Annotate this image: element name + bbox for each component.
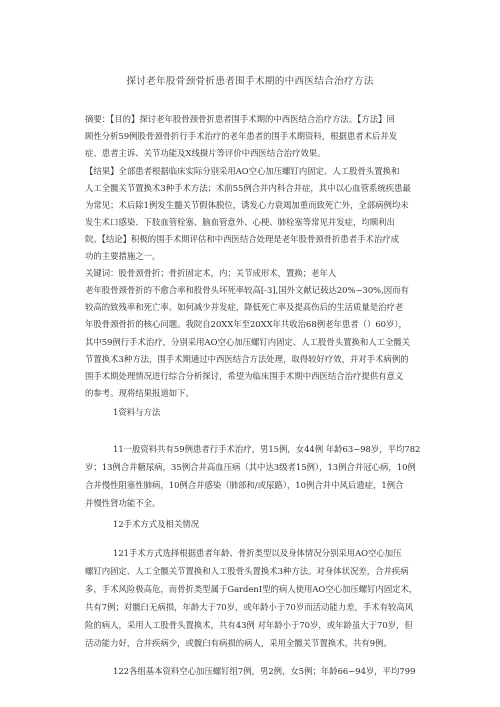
abstract-line: 院。【结论】积极的围手术期评估和中西医结合处理是老年股骨颈骨折患者手术治疗成 [85,234,400,244]
body-line: 节置换术3种方法，围手术期通过中西医结合方法处理，取得较好疗效，并对手术病例的 [85,354,409,364]
abstract-line: 人工全髋关节置换术3种手术方法；术前55例合并内科合并症，其中以心血管系统疾患最 [85,183,411,193]
body-line: 多，手术风险极高危，而骨折类型属于GardenI型的病人使用AO空心加压螺钉内固定术， [85,584,418,594]
abstract-line: 为常见；术后除1例发生髓关节假体脱位，诱发心力衰竭加重而致死亡外，全部病例均未 [85,200,409,210]
body-line: 老年股骨颈骨折的不愈合率和股骨头坏死率较高[-3],国外文献记载达20%~30%,因而有 [85,285,409,295]
body-line: 岁；13例合并糖尿病，35例合并高血压病（其中达3级者15例），13例合并冠心病，10例 [85,462,416,472]
abstract-line: 功的主要措施之一。 [85,251,161,261]
abstract-line: 症、患者主诉、关节功能及X线摄片等评价中西医结合治疗效果。 [85,148,326,158]
body-line: 活动能力好，合并疾病少，或髋臼有病损的病人，采用全髋关节置换术，共有9例。 [85,638,392,648]
body-line: 较高的致残率和死亡率。如何减少并发症，降低死亡率及提高伤后的生活质量是治疗老 [85,302,404,312]
abstract-line: 顾性分析59例股骨颈骨折行手术治疗的老年患者的围手术期资料，根据患者术后并发 [85,131,398,141]
paper-title: 探讨老年股骨颈骨折患者围手术期的中西医结合治疗方法 [126,76,374,87]
body-line: 年股骨颈骨折的核心问题。我院自20XX年至20XX年共收治68例老年患者（）60岁）， [85,319,407,329]
body-line: 121手术方式选择根据患者年龄、骨折类型以及身体情况分别采用AO空心加压 [113,548,402,558]
body-line: 险的病人，采用人工股骨头置换术，共有43例 对年龄小于70岁，或年龄虽大于70岁，但 [85,620,413,630]
keywords-line: 关键词：股骨颈骨折；骨折固定术，内；关节成形术，置换；老年人 [85,268,337,278]
body-line: 合并慢性阻塞性肺病，10例合并感染（肺部和/或尿路），10例合并中风后遗症，1例合 [85,480,404,490]
body-line: 其中59例行手术治疗，分别采用AO空心加压螺钉内固定、人工股骨头置换和人工全髋关 [85,337,411,347]
body-line: 11一般资料共有59例患者行手术治疗，男15例，女44例 年龄63~98岁，平均782 [113,444,421,454]
abstract-line: 摘要：【目的】探讨老年股骨颈骨折患者围手术期的中西医结合治疗方法。【方法】回 [85,114,395,124]
abstract-line: 【结果】全部患者根据临床实际分别采用AO空心加压螺钉内固定、人工股骨头置换和 [85,166,400,176]
subsection-heading: 12手术方式及相关情况 [113,519,200,529]
body-line: 并慢性肾功能不全。 [85,498,161,508]
body-line: 共有7例；对髋臼无病损，年龄大于70岁，或年龄小于70岁而活动能力差，手术有较高风 [85,602,414,612]
body-line: 围手术期处理情况进行综合分析探讨，希望为临床围手术期中西医结合治疗提供有意义 [85,371,404,381]
section-heading: 1资料与方法 [113,407,161,417]
body-line: 122各组基本资料空心加压螺钉组7例，男2例，女5例；年龄66~94岁，平均799 [113,666,416,676]
abstract-line: 发生术口感染、下肢血管栓塞、脑血管意外、心梗、肺栓塞等常见并发症，均顺利出 [85,217,395,227]
body-line: 螺钉内固定、人工全髋关节置换和人工股骨头置换术3种方法。对身体状况差，合并疾病 [85,566,409,576]
body-line: 的参考。现将结果报道如下。 [85,388,194,398]
